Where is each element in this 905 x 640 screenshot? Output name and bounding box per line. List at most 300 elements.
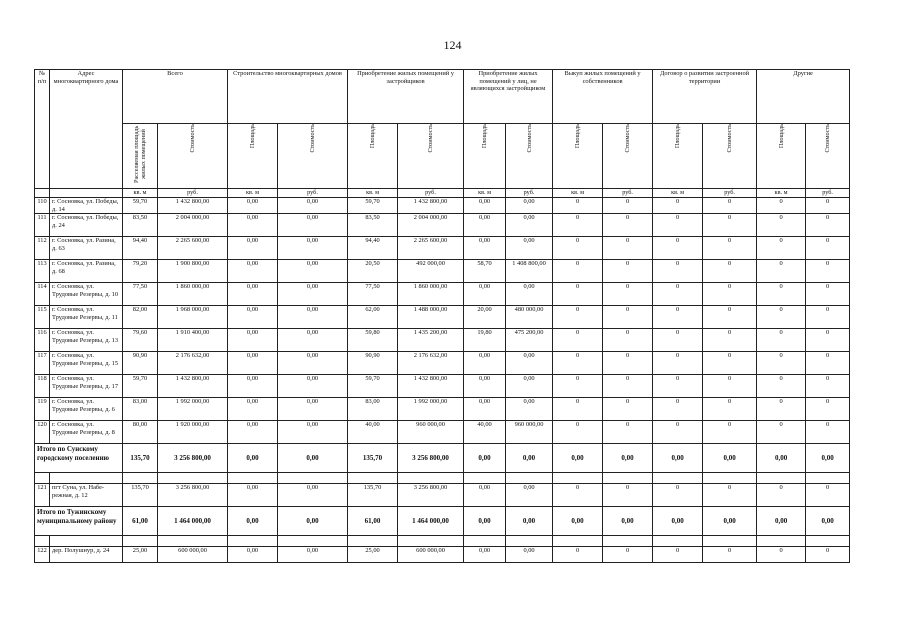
header-group: Договор о развитии застроенной территории xyxy=(653,70,757,124)
empty-cell xyxy=(806,473,850,484)
total-value: 0,00 xyxy=(464,444,506,473)
row-value: 0 xyxy=(553,306,603,329)
unit-area: кв. м xyxy=(553,189,603,198)
row-value: 94,40 xyxy=(123,237,158,260)
units-blank xyxy=(35,189,50,198)
subheader-label: Стоимость xyxy=(427,124,435,153)
empty-cell xyxy=(603,473,653,484)
table-row xyxy=(35,484,850,507)
row-value: 0,00 xyxy=(506,547,553,563)
table-header xyxy=(35,70,850,198)
total-value: 1 464 000,00 xyxy=(398,507,464,536)
total-value: 0,00 xyxy=(228,507,278,536)
header-address: Адрес многоквартирного дома xyxy=(50,70,123,189)
empty-cell xyxy=(506,473,553,484)
row-value: 83,00 xyxy=(123,398,158,421)
row-value: 0 xyxy=(603,306,653,329)
row-value: 0 xyxy=(653,352,703,375)
row-value: 0 xyxy=(757,237,806,260)
row-value: 0 xyxy=(703,352,757,375)
row-value: 600 000,00 xyxy=(398,547,464,563)
empty-cell xyxy=(506,536,553,547)
subheader-label: Стоимость xyxy=(189,124,196,153)
row-value: 1 488 000,00 xyxy=(398,306,464,329)
subheader-label: Площадь xyxy=(777,124,785,149)
row-value: 0 xyxy=(553,198,603,214)
row-value: 135,70 xyxy=(348,484,398,507)
total-value: 0,00 xyxy=(603,444,653,473)
row-value: 0 xyxy=(806,237,850,260)
row-address: г. Сосновка, ул. Трудовые Резервы, д. 10 xyxy=(50,283,123,306)
total-value: 0,00 xyxy=(806,507,850,536)
table-row xyxy=(35,260,850,283)
row-value: 77,50 xyxy=(123,283,158,306)
row-value: 0 xyxy=(653,484,703,507)
row-value: 0,00 xyxy=(506,198,553,214)
empty-cell xyxy=(50,473,123,484)
row-value: 0 xyxy=(603,283,653,306)
row-value: 0,00 xyxy=(464,484,506,507)
total-value: 1 464 000,00 xyxy=(158,507,228,536)
total-value: 3 256 800,00 xyxy=(398,444,464,473)
row-value: 0 xyxy=(603,237,653,260)
row-value: 3 256 800,00 xyxy=(158,484,228,507)
total-value: 0,00 xyxy=(703,507,757,536)
row-address: дер. Полушнур, д. 24 xyxy=(50,547,123,563)
row-value: 83,50 xyxy=(348,214,398,237)
header-num: № п/п xyxy=(35,70,50,189)
empty-cell xyxy=(35,536,50,547)
empty-cell xyxy=(464,473,506,484)
row-value: 59,70 xyxy=(123,375,158,398)
row-value: 0 xyxy=(806,421,850,444)
header-group: Другие xyxy=(757,70,850,124)
row-number: 113 xyxy=(35,260,50,283)
row-value: 0 xyxy=(806,375,850,398)
row-value: 0 xyxy=(757,198,806,214)
empty-cell xyxy=(553,536,603,547)
row-number: 117 xyxy=(35,352,50,375)
empty-cell xyxy=(123,473,158,484)
total-value: 0,00 xyxy=(553,444,603,473)
row-value: 0,00 xyxy=(228,237,278,260)
header-group: Выкуп жилых помещений у собственников xyxy=(553,70,653,124)
total-value: 0,00 xyxy=(703,444,757,473)
row-number: 116 xyxy=(35,329,50,352)
row-value: 0 xyxy=(757,306,806,329)
row-value: 0 xyxy=(703,198,757,214)
row-value: 475 200,00 xyxy=(506,329,553,352)
subheader-row xyxy=(35,124,850,189)
total-value: 0,00 xyxy=(757,507,806,536)
row-value: 0,00 xyxy=(464,198,506,214)
row-value: 0,00 xyxy=(278,352,348,375)
row-value: 0 xyxy=(703,421,757,444)
unit-area: кв. м xyxy=(123,189,158,198)
row-value: 0,00 xyxy=(228,306,278,329)
row-value: 0,00 xyxy=(464,214,506,237)
row-value: 0 xyxy=(553,214,603,237)
row-value: 1 992 000,00 xyxy=(158,398,228,421)
row-number: 120 xyxy=(35,421,50,444)
table-row xyxy=(35,398,850,421)
row-value: 1 860 000,00 xyxy=(158,283,228,306)
row-number: 112 xyxy=(35,237,50,260)
row-value: 2 265 600,00 xyxy=(398,237,464,260)
unit-area: кв. м xyxy=(228,189,278,198)
row-value: 19,80 xyxy=(464,329,506,352)
row-value: 0 xyxy=(653,237,703,260)
total-value: 0,00 xyxy=(506,444,553,473)
row-value: 0,00 xyxy=(278,421,348,444)
row-value: 0 xyxy=(603,214,653,237)
empty-cell xyxy=(398,473,464,484)
row-value: 0,00 xyxy=(506,375,553,398)
row-address: г. Сосновка, ул. Трудовые Резервы, д. 15 xyxy=(50,352,123,375)
row-value: 0,00 xyxy=(506,398,553,421)
row-value: 0 xyxy=(757,352,806,375)
row-value: 0,00 xyxy=(228,421,278,444)
row-value: 0 xyxy=(653,214,703,237)
row-address: г. Сосновка, ул. Трудовые Резервы, д. 11 xyxy=(50,306,123,329)
spacer-row xyxy=(35,473,850,484)
subheader-area xyxy=(464,124,506,189)
row-value: 1 910 400,00 xyxy=(158,329,228,352)
row-value: 0,00 xyxy=(464,283,506,306)
row-value: 0,00 xyxy=(228,375,278,398)
row-value: 0 xyxy=(703,306,757,329)
row-value: 59,70 xyxy=(348,375,398,398)
row-value: 0 xyxy=(603,260,653,283)
row-address: г. Сосновка, ул. Победы, д. 14 xyxy=(50,198,123,214)
row-value: 0,00 xyxy=(278,398,348,421)
subheader-label: Стоимость xyxy=(309,124,317,153)
row-value: 0,00 xyxy=(278,484,348,507)
empty-cell xyxy=(603,536,653,547)
row-address: г. Сосновка, ул. Разина, д. 63 xyxy=(50,237,123,260)
empty-cell xyxy=(348,473,398,484)
table-row xyxy=(35,547,850,563)
total-value: 0,00 xyxy=(603,507,653,536)
subheader-cost xyxy=(158,124,228,189)
subheader-cost xyxy=(603,124,653,189)
row-value: 0,00 xyxy=(464,398,506,421)
row-value: 0 xyxy=(603,421,653,444)
subheader-area xyxy=(123,124,158,189)
row-value: 0 xyxy=(653,421,703,444)
total-value: 0,00 xyxy=(653,507,703,536)
row-value: 0 xyxy=(703,214,757,237)
unit-cost: руб. xyxy=(806,189,850,198)
empty-cell xyxy=(228,473,278,484)
empty-cell xyxy=(398,536,464,547)
row-number: 110 xyxy=(35,198,50,214)
row-value: 25,00 xyxy=(123,547,158,563)
row-value: 0 xyxy=(553,398,603,421)
table-row xyxy=(35,214,850,237)
total-value: 0,00 xyxy=(757,444,806,473)
subheader-cost xyxy=(806,124,850,189)
row-value: 0 xyxy=(757,547,806,563)
row-value: 492 000,00 xyxy=(398,260,464,283)
empty-cell xyxy=(653,536,703,547)
row-value: 0 xyxy=(603,375,653,398)
subheader-label: Стоимость xyxy=(525,124,533,153)
row-value: 0 xyxy=(757,484,806,507)
total-value: 0,00 xyxy=(806,444,850,473)
header-group: Всего xyxy=(123,70,228,124)
row-value: 0,00 xyxy=(228,214,278,237)
row-value: 90,90 xyxy=(348,352,398,375)
row-value: 0,00 xyxy=(228,260,278,283)
subheader-label: Стоимость xyxy=(824,124,832,153)
total-value: 0,00 xyxy=(464,507,506,536)
row-value: 0,00 xyxy=(228,329,278,352)
row-value: 94,40 xyxy=(348,237,398,260)
row-value: 0 xyxy=(806,547,850,563)
unit-area: кв. м xyxy=(757,189,806,198)
empty-cell xyxy=(278,536,348,547)
empty-cell xyxy=(464,536,506,547)
subheader-label: Площадь xyxy=(481,124,489,149)
row-value: 0 xyxy=(703,237,757,260)
total-value: 135,70 xyxy=(123,444,158,473)
subheader-label: Расселяемая площадь жилых помещений xyxy=(133,125,147,183)
row-value: 0,00 xyxy=(506,283,553,306)
row-value: 0 xyxy=(806,352,850,375)
row-value: 0 xyxy=(603,398,653,421)
row-value: 59,70 xyxy=(348,198,398,214)
row-value: 0 xyxy=(553,260,603,283)
row-value: 0 xyxy=(703,329,757,352)
unit-area: кв. м xyxy=(348,189,398,198)
row-value: 0,00 xyxy=(464,237,506,260)
row-value: 0 xyxy=(703,260,757,283)
total-value: 0,00 xyxy=(506,507,553,536)
row-value: 40,00 xyxy=(464,421,506,444)
row-value: 79,20 xyxy=(123,260,158,283)
empty-cell xyxy=(757,536,806,547)
row-value: 0,00 xyxy=(278,547,348,563)
row-value: 0 xyxy=(806,329,850,352)
row-value: 960 000,00 xyxy=(506,421,553,444)
total-value: 0,00 xyxy=(278,444,348,473)
row-number: 115 xyxy=(35,306,50,329)
row-value: 0 xyxy=(806,260,850,283)
row-value: 1 432 800,00 xyxy=(398,375,464,398)
row-address: г. Сосновка, ул. Трудовые Резервы, д. 6 xyxy=(50,398,123,421)
row-value: 1 435 200,00 xyxy=(398,329,464,352)
empty-cell xyxy=(50,536,123,547)
row-value: 0 xyxy=(757,329,806,352)
subheader-label: Площадь xyxy=(249,124,257,149)
row-value: 0 xyxy=(806,214,850,237)
empty-cell xyxy=(806,536,850,547)
row-value: 2 265 600,00 xyxy=(158,237,228,260)
total-label: Итого по Сунскому городскому поселению xyxy=(35,444,123,473)
unit-area: кв. м xyxy=(653,189,703,198)
subheader-cost xyxy=(506,124,553,189)
subheader-cost xyxy=(398,124,464,189)
total-value: 0,00 xyxy=(228,444,278,473)
table-row xyxy=(35,198,850,214)
row-value: 0 xyxy=(653,283,703,306)
row-address: г. Сосновка, ул. Трудовые Резервы, д. 17 xyxy=(50,375,123,398)
units-blank xyxy=(50,189,123,198)
row-value: 2 004 000,00 xyxy=(398,214,464,237)
header-group: Строительство многоквартирных домов xyxy=(228,70,348,124)
empty-cell xyxy=(703,536,757,547)
row-address: г. Сосновка, ул. Разина, д. 68 xyxy=(50,260,123,283)
row-number: 111 xyxy=(35,214,50,237)
row-value: 0 xyxy=(757,375,806,398)
row-value: 58,70 xyxy=(464,260,506,283)
row-value: 0 xyxy=(806,398,850,421)
subheader-label: Площадь xyxy=(674,124,682,149)
row-address: г. Сосновка, ул. Трудовые Резервы, д. 8 xyxy=(50,421,123,444)
row-value: 0 xyxy=(806,283,850,306)
subheader-area xyxy=(228,124,278,189)
row-value: 0 xyxy=(603,484,653,507)
row-value: 0 xyxy=(757,421,806,444)
row-value: 0,00 xyxy=(506,484,553,507)
table-row xyxy=(35,375,850,398)
row-value: 40,00 xyxy=(348,421,398,444)
row-value: 1 432 800,00 xyxy=(398,198,464,214)
row-value: 0 xyxy=(703,375,757,398)
row-value: 2 176 632,00 xyxy=(158,352,228,375)
row-value: 0 xyxy=(806,198,850,214)
row-value: 0 xyxy=(806,484,850,507)
row-value: 0,00 xyxy=(506,352,553,375)
row-value: 0,00 xyxy=(506,237,553,260)
unit-cost: руб. xyxy=(398,189,464,198)
subheader-area xyxy=(348,124,398,189)
row-value: 0 xyxy=(553,283,603,306)
empty-cell xyxy=(757,473,806,484)
empty-cell xyxy=(158,536,228,547)
total-value: 135,70 xyxy=(348,444,398,473)
header-group: Приобретение жилых помещений у лиц, не являющихся застройщиком xyxy=(464,70,553,124)
row-value: 0 xyxy=(703,484,757,507)
row-value: 480 000,00 xyxy=(506,306,553,329)
page-number: 124 xyxy=(443,38,462,52)
subheader-cost xyxy=(278,124,348,189)
row-value: 3 256 800,00 xyxy=(398,484,464,507)
row-value: 0,00 xyxy=(278,260,348,283)
row-value: 1 860 000,00 xyxy=(398,283,464,306)
row-value: 1 968 000,00 xyxy=(158,306,228,329)
row-value: 2 176 632,00 xyxy=(398,352,464,375)
table-row xyxy=(35,237,850,260)
table-row xyxy=(35,306,850,329)
unit-cost: руб. xyxy=(506,189,553,198)
row-value: 79,60 xyxy=(123,329,158,352)
row-value: 0 xyxy=(603,198,653,214)
units-row xyxy=(35,189,850,198)
row-value: 83,00 xyxy=(348,398,398,421)
subheader-area xyxy=(653,124,703,189)
row-value: 1 992 000,00 xyxy=(398,398,464,421)
header-group: Приобретение жилых помещений у застройщиков xyxy=(348,70,464,124)
unit-cost: руб. xyxy=(158,189,228,198)
resettlement-table xyxy=(34,69,850,563)
row-value: 0,00 xyxy=(228,484,278,507)
total-value: 3 256 800,00 xyxy=(158,444,228,473)
row-value: 600 000,00 xyxy=(158,547,228,563)
row-value: 59,70 xyxy=(123,198,158,214)
subheader-area xyxy=(553,124,603,189)
row-value: 77,50 xyxy=(348,283,398,306)
row-value: 0 xyxy=(653,198,703,214)
total-value: 61,00 xyxy=(123,507,158,536)
total-value: 0,00 xyxy=(278,507,348,536)
row-value: 0 xyxy=(703,283,757,306)
row-number: 122 xyxy=(35,547,50,563)
row-value: 0 xyxy=(653,260,703,283)
row-value: 25,00 xyxy=(348,547,398,563)
row-value: 0 xyxy=(553,352,603,375)
row-value: 0 xyxy=(703,547,757,563)
subheader-area xyxy=(757,124,806,189)
row-value: 0 xyxy=(553,329,603,352)
row-value: 0 xyxy=(553,484,603,507)
table-body xyxy=(35,198,850,563)
row-address: г. Сосновка, ул. Трудовые Резервы, д. 13 xyxy=(50,329,123,352)
total-value: 61,00 xyxy=(348,507,398,536)
row-value: 0,00 xyxy=(464,352,506,375)
row-value: 0,00 xyxy=(464,547,506,563)
empty-cell xyxy=(703,473,757,484)
row-number: 119 xyxy=(35,398,50,421)
row-value: 0,00 xyxy=(228,198,278,214)
row-value: 0,00 xyxy=(278,214,348,237)
row-value: 135,70 xyxy=(123,484,158,507)
row-value: 0,00 xyxy=(278,283,348,306)
row-value: 0 xyxy=(757,260,806,283)
table-row xyxy=(35,283,850,306)
row-value: 80,00 xyxy=(123,421,158,444)
total-value: 0,00 xyxy=(553,507,603,536)
row-value: 90,90 xyxy=(123,352,158,375)
row-address: пгт Суна, ул. Набе-режная, д. 12 xyxy=(50,484,123,507)
row-value: 0 xyxy=(653,547,703,563)
subheader-label: Площадь xyxy=(574,124,582,149)
row-value: 0 xyxy=(653,329,703,352)
row-value: 59,80 xyxy=(348,329,398,352)
row-value: 1 432 800,00 xyxy=(158,198,228,214)
total-label: Итого по Тужинскому муниципальному району xyxy=(35,507,123,536)
empty-cell xyxy=(653,473,703,484)
row-number: 121 xyxy=(35,484,50,507)
total-row xyxy=(35,444,850,473)
row-value: 0 xyxy=(603,329,653,352)
table-row xyxy=(35,329,850,352)
row-number: 114 xyxy=(35,283,50,306)
row-value: 0 xyxy=(757,214,806,237)
row-value: 0 xyxy=(653,375,703,398)
row-value: 0,00 xyxy=(278,306,348,329)
row-value: 0,00 xyxy=(228,352,278,375)
row-value: 20,00 xyxy=(464,306,506,329)
row-value: 0 xyxy=(603,352,653,375)
empty-cell xyxy=(123,536,158,547)
row-value: 0 xyxy=(703,398,757,421)
row-value: 0 xyxy=(757,283,806,306)
table-row xyxy=(35,352,850,375)
row-value: 1 432 800,00 xyxy=(158,375,228,398)
total-row xyxy=(35,507,850,536)
